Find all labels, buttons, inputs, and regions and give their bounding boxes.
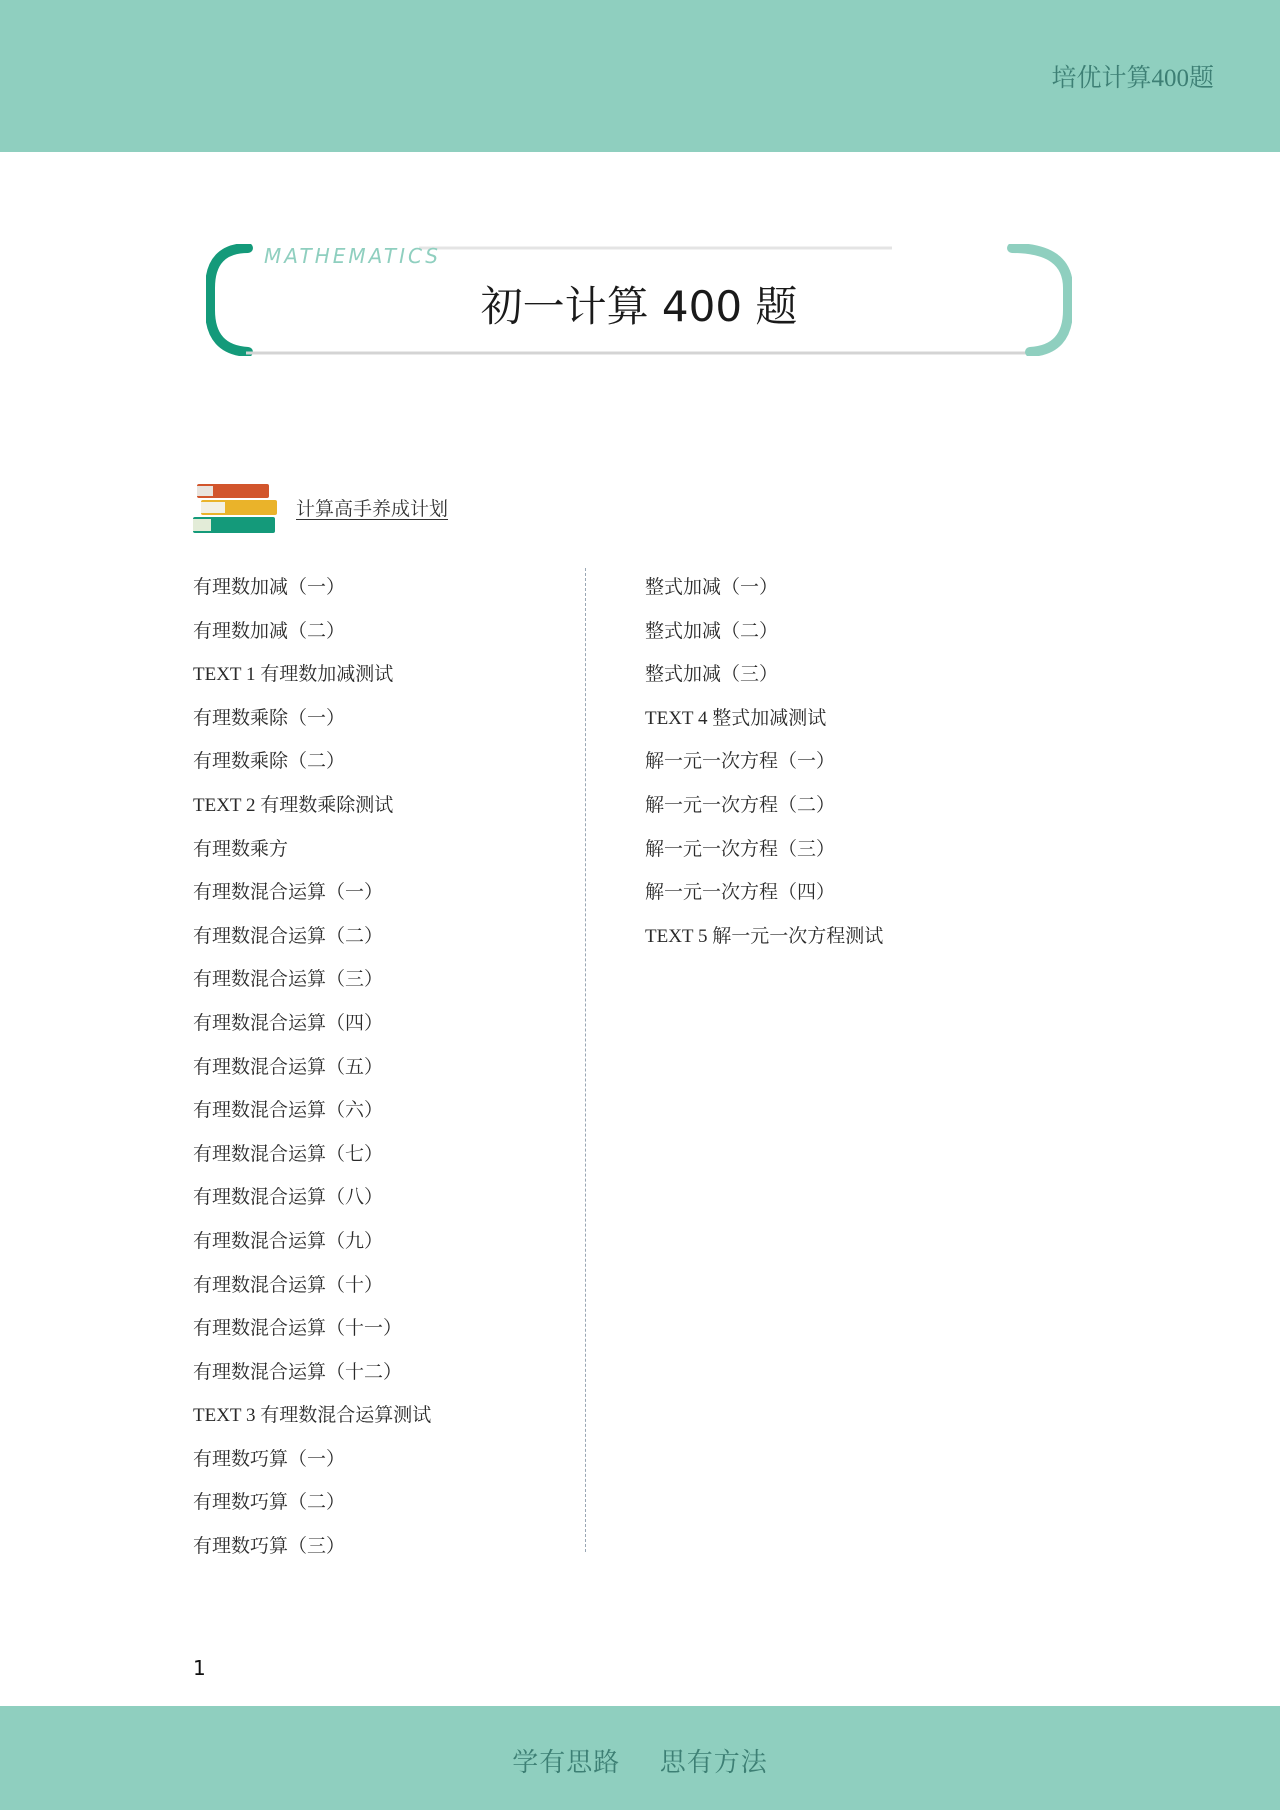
- toc-item: 有理数混合运算（九）: [193, 1230, 384, 1252]
- stacked-books-icon: [193, 482, 279, 534]
- section-heading: [193, 478, 593, 534]
- column-divider: [585, 568, 586, 1552]
- footer-slogan-right: 思有方法: [659, 1748, 768, 1777]
- toc-item: 有理数混合运算（一）: [193, 882, 384, 904]
- toc-item: 有理数混合运算（六）: [193, 1100, 384, 1122]
- banner-subtitle: MATHEMATICS: [264, 244, 442, 268]
- toc-item: 有理数巧算（二）: [193, 1492, 346, 1514]
- toc-item: TEXT 2 有理数乘除测试: [193, 794, 394, 816]
- toc-item: 整式加减（二）: [645, 620, 779, 642]
- toc-right-column: [645, 566, 883, 958]
- header-band: [0, 0, 1280, 152]
- toc-item: 解一元一次方程（三）: [645, 838, 836, 860]
- section-title: 计算高手养成计划: [296, 498, 449, 520]
- toc-item: 解一元一次方程（四）: [645, 882, 836, 904]
- toc-item: 有理数混合运算（七）: [193, 1143, 384, 1165]
- toc-item: 解一元一次方程（二）: [645, 794, 836, 816]
- toc-item: 有理数混合运算（五）: [193, 1056, 384, 1078]
- toc-item: TEXT 5 解一元一次方程测试: [645, 925, 884, 947]
- toc-item: 有理数混合运算（四）: [193, 1012, 384, 1034]
- toc-item: 有理数巧算（一）: [193, 1448, 346, 1470]
- document-title: 初一计算 400 题: [480, 282, 798, 331]
- toc-item: 有理数混合运算（十一）: [193, 1318, 403, 1340]
- toc-item: 有理数混合运算（二）: [193, 925, 384, 947]
- toc-left-column: [193, 566, 431, 1569]
- toc-item: 有理数加减（一）: [193, 577, 346, 598]
- footer-slogan-left: 学有思路: [512, 1748, 621, 1777]
- toc-item: 有理数乘除（一）: [193, 707, 346, 729]
- toc-item: 有理数混合运算（十二）: [193, 1361, 403, 1383]
- toc-item: 有理数混合运算（三）: [193, 969, 384, 991]
- toc-item: 有理数加减（二）: [193, 620, 346, 642]
- page-number: 1: [193, 1656, 206, 1680]
- toc-item: TEXT 1 有理数加减测试: [193, 664, 394, 686]
- toc-item: 整式加减（三）: [645, 664, 779, 686]
- toc-item: 整式加减（一）: [645, 577, 779, 598]
- toc-item: 有理数巧算（三）: [193, 1536, 346, 1558]
- toc-item: 有理数乘除（二）: [193, 751, 346, 773]
- footer-slogan: [0, 1742, 1280, 1779]
- header-title: 培优计算400题: [1051, 65, 1214, 92]
- toc-item: 有理数混合运算（十）: [193, 1274, 384, 1296]
- toc-item: TEXT 3 有理数混合运算测试: [193, 1405, 432, 1427]
- toc-item: 有理数乘方: [193, 838, 289, 860]
- toc-item: 解一元一次方程（一）: [645, 751, 836, 773]
- toc-item: 有理数混合运算（八）: [193, 1187, 384, 1209]
- toc-item: TEXT 4 整式加减测试: [645, 707, 827, 729]
- title-banner: [206, 244, 1072, 356]
